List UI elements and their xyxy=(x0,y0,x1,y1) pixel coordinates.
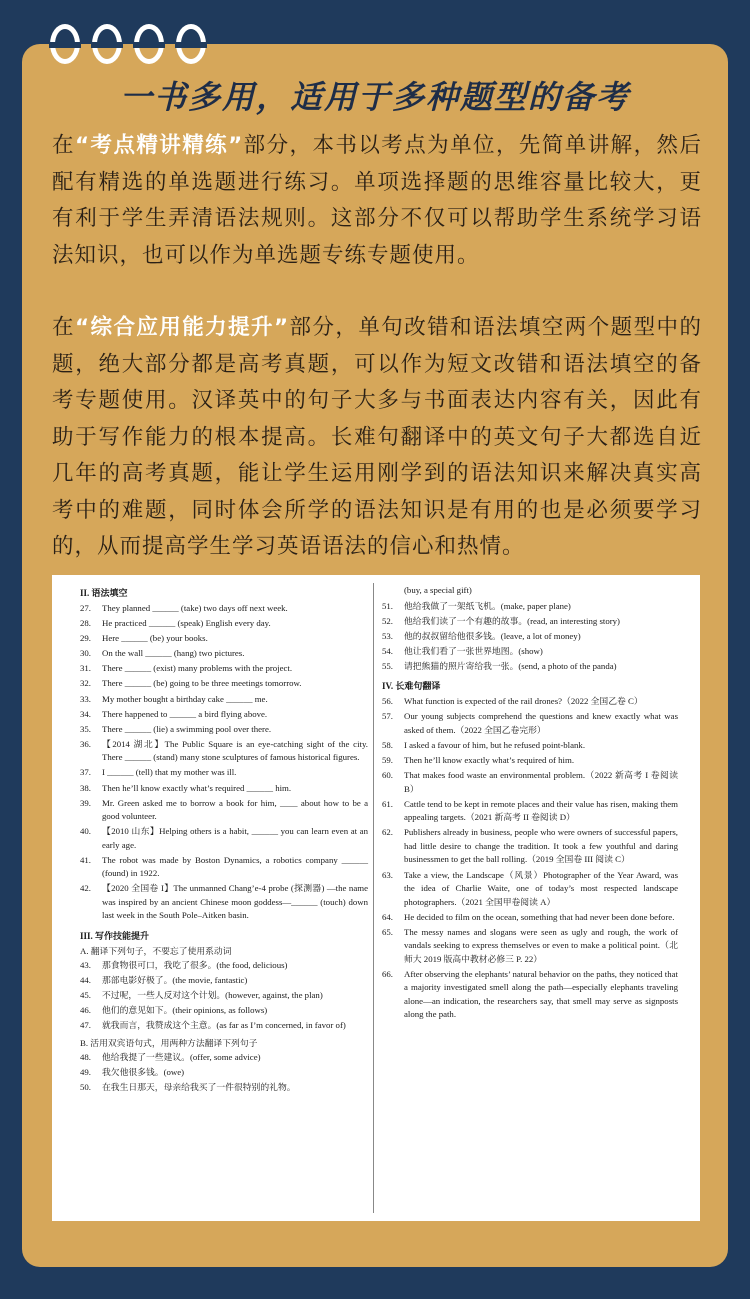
list-item xyxy=(80,738,368,765)
list-item xyxy=(382,600,678,614)
item-number: 43. xyxy=(80,959,91,970)
list-item xyxy=(80,797,368,824)
item-text: 【2010 山东】Helping others is a habit, ______ you can learn even at an early age. xyxy=(102,826,368,850)
item-number: 38. xyxy=(80,782,91,793)
list-item xyxy=(80,974,368,988)
item-text: 他给我做了一架纸飞机。(make, paper plane) xyxy=(404,600,571,611)
list-item xyxy=(382,645,678,659)
item-number: 65. xyxy=(382,926,393,937)
item-number: 64. xyxy=(382,911,393,922)
item-text: 他给我们读了一个有趣的故事。(read, an interesting story) xyxy=(404,615,620,626)
list-item xyxy=(80,854,368,881)
list-item xyxy=(80,1004,368,1018)
item-text: Then he’ll know exactly what’s required of him. xyxy=(404,755,575,766)
item-text: Here ______ (be) your books. xyxy=(102,633,208,644)
item-number: 31. xyxy=(80,663,91,674)
item-text: 【2014 湖北】The Public Square is an eye-catching sight of the city. There ______ (stand) many stone sculptures of famous historical figures. xyxy=(102,738,368,763)
list-item xyxy=(80,959,368,973)
item-number: 66. xyxy=(382,968,393,979)
item-number: 41. xyxy=(80,854,91,865)
highlight-term: “考点精讲精练” xyxy=(74,133,244,158)
column-divider xyxy=(373,583,374,1213)
list-item xyxy=(382,754,678,768)
item-text: On the wall ______ (hang) two pictures. xyxy=(102,648,245,659)
list-item xyxy=(80,1081,368,1095)
item-number: 29. xyxy=(80,633,91,644)
item-number: 60. xyxy=(382,770,393,781)
list-item xyxy=(80,882,368,923)
item-number: 62. xyxy=(382,827,393,838)
left-column xyxy=(80,585,368,1096)
subsection-heading: A. 翻译下列句子，不要忘了使用系动词 xyxy=(80,945,232,956)
item-text: Take a view, the Landscape（风景）Photographer of the Year Award, was the idea of Charlie Waite, one of today’s most respected landscape photographers.（2021 全国甲卷阅读 A） xyxy=(404,869,678,907)
list-item xyxy=(382,660,678,674)
list-item xyxy=(382,630,678,644)
item-text: 他们的意见如下。(their opinions, as follows) xyxy=(102,1005,268,1016)
item-number: 34. xyxy=(80,708,91,719)
section-heading: II. 语法填空 xyxy=(80,588,128,598)
intro-paragraph-1: 在“考点精讲精练”部分，本书以考点为单位，先简单讲解，然后配有精选的单选题进行练习。单项选择题的思维容量比较大，更有利于学生弄清语法规则。这部分不仅可以帮助学生系统学习语法知识，也可以作为单选题专练专题使用。 xyxy=(52,133,702,268)
item-text: That makes food waste an environmental problem.（2022 新高考 I 卷阅读 B） xyxy=(404,770,678,794)
item-number: 47. xyxy=(80,1020,91,1031)
list-item xyxy=(382,926,678,967)
item-text: 那部电影好极了。(the movie, fantastic) xyxy=(102,975,248,985)
item-number: 33. xyxy=(80,693,91,704)
item-number: 27. xyxy=(80,603,91,613)
item-number: 61. xyxy=(382,798,393,809)
item-text: 就我而言，我赞成这个主意。(as far as I’m concerned, in favor of) xyxy=(102,1020,346,1031)
item-text: 他让我们看了一张世界地图。(show) xyxy=(404,645,543,656)
item-number: 30. xyxy=(80,648,91,659)
list-item xyxy=(80,825,368,852)
list-item xyxy=(80,989,368,1003)
list-item xyxy=(382,968,678,1022)
list-item xyxy=(80,602,368,616)
translation-list-a xyxy=(80,959,368,1033)
item-text: The messy names and slogans were seen as ugly and rough, the work of vandals seeking to express themselves or even to make a political point.（北师大 2019 版高中教材必修三 P. 22） xyxy=(404,926,678,964)
item-text: There happened to ______ a bird flying above. xyxy=(102,708,268,719)
list-item xyxy=(382,615,678,629)
list-item xyxy=(80,647,368,661)
item-text: What function is expected of the rail drones?（2022 全国乙卷 C） xyxy=(404,696,643,707)
item-text: 不过呢，一些人反对这个计划。(however, against, the plan) xyxy=(102,990,323,1001)
item-text: They planned ______ (take) two days off next week. xyxy=(102,603,288,613)
item-text: Mr. Green asked me to borrow a book for him, ____ about how to be a good volunteer. xyxy=(102,797,368,822)
item-text: 【2020 全国卷 I】The unmanned Chang’e-4 probe (探测器) —the name was inspired by an ancient Chinese moon goddess—______ (touch) down last week in the South Pole–Aitken basin. xyxy=(102,883,368,921)
list-item xyxy=(80,693,368,707)
ring-icon xyxy=(176,24,206,64)
item-number: 54. xyxy=(382,645,393,656)
ring-icon xyxy=(50,24,80,64)
item-number: 58. xyxy=(382,740,393,751)
item-number: 48. xyxy=(80,1051,91,1062)
right-column xyxy=(382,584,678,1023)
list-item xyxy=(382,798,678,825)
item-number: 35. xyxy=(80,723,91,734)
long-sentence-list xyxy=(382,695,678,1021)
item-number: 51. xyxy=(382,600,393,611)
ring-icon xyxy=(92,24,122,64)
item-text: There ______ (exist) many problems with the project. xyxy=(102,663,293,674)
item-number: 56. xyxy=(382,696,393,707)
item-text: Then he’ll know exactly what’s required ______ him. xyxy=(102,782,292,793)
item-number: 28. xyxy=(80,618,91,629)
item-number: 53. xyxy=(382,630,393,641)
list-item xyxy=(80,617,368,631)
item-text: He decided to film on the ocean, something that had never been done before. xyxy=(404,911,675,922)
item-text: 请把熊猫的照片寄给我一张。(send, a photo of the panda) xyxy=(404,660,617,671)
sample-page xyxy=(52,575,700,1221)
list-item xyxy=(80,708,368,722)
translation-list-b-cont xyxy=(382,600,678,674)
item-number: 59. xyxy=(382,755,393,766)
item-number: 46. xyxy=(80,1005,91,1016)
list-item xyxy=(80,632,368,646)
continued-text: (buy, a special gift) xyxy=(404,585,472,595)
item-text: 他给我提了一些建议。(offer, some advice) xyxy=(102,1051,261,1062)
item-text: 他的叔叔留给他很多钱。(leave, a lot of money) xyxy=(404,630,581,641)
item-text: Our young subjects comprehend the questions and knew exactly what was asked of them.（2022 全国乙卷完形） xyxy=(404,711,678,735)
item-number: 52. xyxy=(382,615,393,626)
item-number: 63. xyxy=(382,869,393,880)
item-text: He practiced ______ (speak) English every day. xyxy=(102,618,271,629)
item-text: After observing the elephants’ natural behavior on the paths, they noticed that a majority investigated smell along the path—especially elephants traveling alone—an indication, the researchers say, that smell may serve as signposts along the path. xyxy=(404,968,678,1020)
item-number: 37. xyxy=(80,767,91,778)
list-item xyxy=(80,1051,368,1065)
ring-icon xyxy=(134,24,164,64)
item-text: 我欠他很多钱。(owe) xyxy=(102,1066,185,1077)
item-number: 32. xyxy=(80,678,91,689)
list-item xyxy=(80,677,368,691)
item-text: There ______ (be) going to be three meetings tomorrow. xyxy=(102,678,302,689)
list-item xyxy=(382,769,678,796)
item-number: 45. xyxy=(80,990,91,1001)
list-item xyxy=(382,739,678,753)
list-item xyxy=(382,826,678,867)
item-text: Cattle tend to be kept in remote places and their value has risen, making them appealing targets.（2021 新高考 II 卷阅读 D） xyxy=(404,798,678,823)
item-text: I ______ (tell) that my mother was ill. xyxy=(102,767,237,778)
list-item xyxy=(80,723,368,737)
item-number: 44. xyxy=(80,975,91,985)
page-title: 一书多用，适用于多种题型的备考 xyxy=(119,78,630,116)
list-item xyxy=(382,710,678,737)
list-item xyxy=(80,662,368,676)
item-text: Publishers already in business, people who were owners of successful papers, had little desire to change the tradition. It took a few youthful and daring businessmen to get the ball rolling.（2019 全国卷 III 阅读 C） xyxy=(404,827,678,865)
item-text: My mother bought a birthday cake ______ me. xyxy=(102,693,268,704)
list-item xyxy=(80,782,368,796)
item-number: 36. xyxy=(80,738,91,749)
list-item xyxy=(382,695,678,709)
item-text: I asked a favour of him, but he refused point-blank. xyxy=(404,740,586,751)
item-text: 在我生日那天，母亲给我买了一件很特别的礼物。 xyxy=(102,1081,296,1092)
item-number: 40. xyxy=(80,826,91,837)
item-number: 50. xyxy=(80,1081,91,1092)
item-number: 42. xyxy=(80,883,91,894)
list-item xyxy=(80,1066,368,1080)
item-text: There ______ (lie) a swimming pool over there. xyxy=(102,723,272,734)
section-heading: III. 写作技能提升 xyxy=(80,930,150,941)
fill-blank-list xyxy=(80,602,368,923)
item-number: 57. xyxy=(382,711,393,722)
highlight-term: “综合应用能力提升” xyxy=(74,315,290,340)
intro-paragraph-2: 在“综合应用能力提升”部分，单句改错和语法填空两个题型中的题，绝大部分都是高考真题，可以作为短文改错和语法填空的备考专题使用。汉译英中的句子大多与书面表达内容有关，因此有助于写作能力的根本提高。长难句翻译中的英文句子大都选自近几年的高考真题，能让学生运用刚学到的语法知识来解决真实高考中的难题，同时体会所学的语法知识是有用的也是必须要学习的，从而提高学生学习英语语法的信心和热情。 xyxy=(52,315,702,559)
list-item xyxy=(382,911,678,925)
item-text: The robot was made by Boston Dynamics, a robotics company ______ (found) in 1922. xyxy=(102,854,368,879)
list-item xyxy=(382,869,678,910)
item-text: 那食物很可口，我吃了很多。(the food, delicious) xyxy=(102,959,288,970)
list-item xyxy=(80,1019,368,1033)
subsection-heading: B. 活用双宾语句式，用两种方法翻译下列句子 xyxy=(80,1037,258,1048)
list-item xyxy=(80,766,368,780)
item-number: 39. xyxy=(80,797,91,808)
translation-list-b xyxy=(80,1051,368,1095)
item-number: 49. xyxy=(80,1066,91,1077)
section-heading: IV. 长难句翻译 xyxy=(382,681,441,692)
item-number: 55. xyxy=(382,660,393,671)
